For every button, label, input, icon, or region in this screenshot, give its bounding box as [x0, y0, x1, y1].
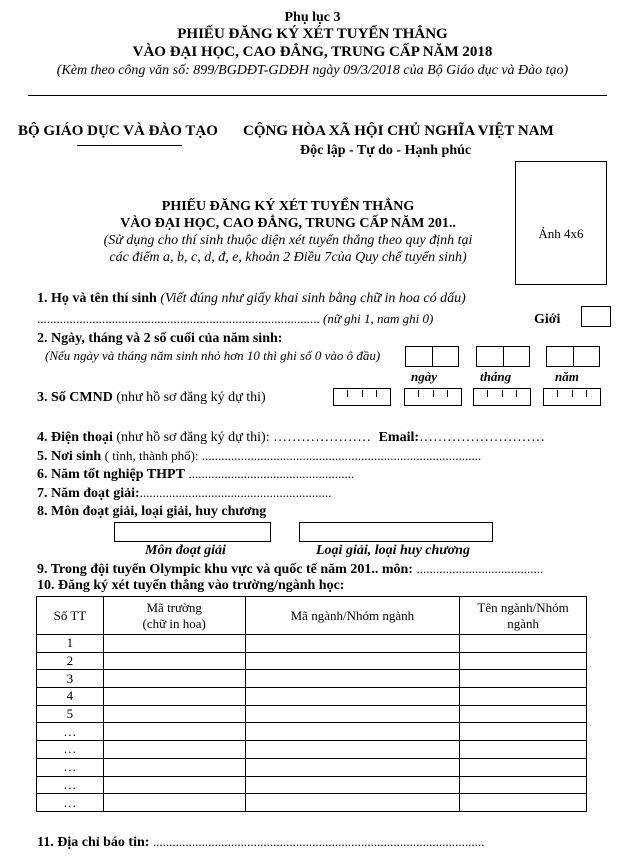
- form-note-line1: (Sử dụng cho thí sinh thuộc diện xét tuyển thẳng theo quy định tại: [103, 233, 473, 248]
- ministry-underline: [77, 145, 182, 146]
- header-school-code-line2: (chữ in hoa): [142, 615, 206, 631]
- field-graduation-label: 6. Năm tốt nghiệp THPT: [37, 467, 185, 482]
- field-birthdate-hint: (Nếu ngày và tháng năm sinh nhỏ hơn 10 thì ghi số 0 vào ô đầu): [45, 348, 381, 363]
- major-name-cell[interactable]: [460, 705, 587, 723]
- major-name-cell[interactable]: [460, 670, 587, 688]
- major-code-cell[interactable]: [245, 794, 460, 812]
- field-idcard-hint: (như hồ sơ đăng ký dự thi): [116, 390, 266, 405]
- row-number: 5: [37, 705, 104, 723]
- major-name-cell[interactable]: [460, 635, 587, 653]
- row-number: 3: [37, 670, 104, 688]
- field-fullname-hint: (Viết đúng như giấy khai sinh bằng chữ in hoa có dấu): [160, 291, 466, 306]
- major-name-cell[interactable]: [460, 758, 587, 776]
- table-row: [37, 758, 587, 776]
- school-code-cell[interactable]: [103, 776, 245, 794]
- birth-year-box[interactable]: [546, 346, 600, 367]
- field-phone-label: 4. Điện thoại: [37, 430, 113, 445]
- table-row: [37, 688, 587, 706]
- school-code-cell[interactable]: [103, 723, 245, 741]
- header-title-line2: VÀO ĐẠI HỌC, CAO ĐẲNG, TRUNG CẤP NĂM 2018: [132, 44, 493, 60]
- header-major-code: Mã ngành/Nhóm ngành: [245, 597, 460, 635]
- field-phone-hint: (như hồ sơ đăng ký dự thi): …………………: [116, 430, 372, 445]
- photo-box: [515, 161, 607, 285]
- major-name-cell[interactable]: [460, 723, 587, 741]
- school-code-cell[interactable]: [103, 741, 245, 759]
- ministry-name: BỘ GIÁO DỤC VÀ ĐÀO TẠO: [18, 123, 218, 139]
- major-name-cell[interactable]: [460, 652, 587, 670]
- republic-name: CỘNG HÒA XÃ HỘI CHỦ NGHĨA VIỆT NAM: [243, 123, 554, 139]
- birth-day-caption: ngày: [411, 369, 437, 384]
- field-olympic-dots: .......................................: [416, 561, 544, 576]
- idcard-group-2[interactable]: [404, 388, 462, 406]
- school-code-cell[interactable]: [103, 670, 245, 688]
- field-idcard-label: 3. Số CMND: [37, 390, 113, 405]
- major-code-cell[interactable]: [245, 758, 460, 776]
- award-caption: Loại giải, loại huy chương: [316, 543, 470, 558]
- award-input-box[interactable]: [299, 522, 493, 542]
- subject-caption: Môn đoạt giải: [145, 543, 226, 558]
- field-email-dots: ………………………: [419, 430, 546, 445]
- field-fullname-label-row: [37, 291, 466, 307]
- field-olympic-row[interactable]: [37, 561, 543, 578]
- major-code-cell[interactable]: [245, 723, 460, 741]
- table-header-row: [37, 597, 587, 635]
- field-olympic-label: 9. Trong đội tuyển Olympic khu vực và quốc tế năm 201.. môn:: [37, 562, 413, 577]
- major-name-cell[interactable]: [460, 776, 587, 794]
- birth-year-caption: năm: [555, 369, 579, 384]
- field-birthplace-label: 5. Nơi sinh: [37, 449, 102, 464]
- birth-day-box[interactable]: [405, 346, 459, 367]
- idcard-group-1[interactable]: [333, 388, 391, 406]
- field-award-year-row[interactable]: [37, 485, 331, 502]
- field-graduation-dots: ...................................................: [188, 466, 355, 481]
- table-row: [37, 723, 587, 741]
- table-row: [37, 776, 587, 794]
- field-address-dots: ......................................................................................................: [152, 834, 485, 849]
- photo-label: Ảnh 4x6: [538, 226, 584, 241]
- table-row: [37, 635, 587, 653]
- major-code-cell[interactable]: [245, 635, 460, 653]
- row-number: …: [37, 776, 104, 794]
- major-code-cell[interactable]: [245, 670, 460, 688]
- field-email-label: Email:: [378, 430, 420, 445]
- header-major-name-line1: Tên ngành/Nhóm: [477, 599, 569, 615]
- table-row: [37, 794, 587, 812]
- row-number: …: [37, 758, 104, 776]
- idcard-group-3[interactable]: [473, 388, 531, 406]
- field-gender-label: Giới: [534, 312, 561, 327]
- row-number: 2: [37, 652, 104, 670]
- form-note-line2: các điểm a, b, c, d, đ, e, khoản 2 Điều 7của Quy chế tuyển sinh): [109, 250, 467, 265]
- table-row: [37, 652, 587, 670]
- header-school-code-line1: Mã trường: [146, 599, 202, 615]
- major-code-cell[interactable]: [245, 776, 460, 794]
- field-award-year-label: 7. Năm đoạt giải:: [37, 486, 140, 501]
- gender-input-box[interactable]: [581, 306, 611, 327]
- row-number: 4: [37, 688, 104, 706]
- header-stt: Số TT: [37, 597, 104, 635]
- registration-table: [36, 596, 587, 812]
- field-address-row[interactable]: [37, 834, 484, 851]
- header-school-code: [103, 597, 245, 635]
- major-name-cell[interactable]: [460, 688, 587, 706]
- major-code-cell[interactable]: [245, 705, 460, 723]
- header-reference: (Kèm theo công văn số: 899/BGDĐT-GDĐH ngày 09/3/2018 của Bộ Giáo dục và Đào tạo): [56, 63, 569, 78]
- school-code-cell[interactable]: [103, 688, 245, 706]
- field-graduation-row[interactable]: [37, 466, 354, 483]
- row-number: …: [37, 723, 104, 741]
- form-title-line1: PHIẾU ĐĂNG KÝ XÉT TUYỂN THẲNG: [161, 199, 415, 214]
- school-code-cell[interactable]: [103, 794, 245, 812]
- table-row: [37, 741, 587, 759]
- header-major-name-line2: ngành: [507, 615, 539, 631]
- major-name-cell[interactable]: [460, 794, 587, 812]
- field-birthplace-hint: ( tỉnh, thành phố): ......................................................................................: [104, 448, 482, 463]
- idcard-group-4[interactable]: [543, 388, 601, 406]
- appendix-label: Phụ lục 3: [284, 10, 341, 25]
- field-award-year-dots: ...........................................................: [139, 485, 332, 500]
- field-birthdate-label: 2. Ngày, tháng và 2 số cuối của năm sinh:: [37, 331, 283, 346]
- birth-month-caption: tháng: [480, 369, 512, 384]
- subject-input-box[interactable]: [114, 522, 271, 542]
- field-registration-label: 10. Đăng ký xét tuyển thẳng vào trường/ngành học:: [37, 578, 345, 593]
- national-motto: Độc lập - Tự do - Hạnh phúc: [300, 143, 472, 158]
- table-row: [37, 670, 587, 688]
- field-phone-row[interactable]: [37, 430, 545, 446]
- row-number: …: [37, 741, 104, 759]
- field-fullname-dots: .......................................................................................: [37, 311, 320, 326]
- field-birthplace-row[interactable]: [37, 448, 481, 465]
- field-idcard-label-row: [37, 390, 266, 406]
- field-subject-award-label: 8. Môn đoạt giải, loại giải, huy chương: [37, 504, 267, 519]
- field-fullname-input[interactable]: [37, 311, 433, 327]
- header-rule: [28, 95, 607, 96]
- major-code-cell[interactable]: [245, 741, 460, 759]
- field-fullname-label: 1. Họ và tên thí sinh: [37, 291, 157, 306]
- birth-month-box[interactable]: [476, 346, 530, 367]
- school-code-cell[interactable]: [103, 635, 245, 653]
- major-name-cell[interactable]: [460, 741, 587, 759]
- school-code-cell[interactable]: [103, 758, 245, 776]
- table-row: [37, 705, 587, 723]
- school-code-cell[interactable]: [103, 705, 245, 723]
- header-title-line1: PHIẾU ĐĂNG KÝ XÉT TUYỂN THẲNG: [177, 26, 448, 42]
- field-gender-hint: (nữ ghi 1, nam ghi 0): [323, 311, 434, 326]
- school-code-cell[interactable]: [103, 652, 245, 670]
- row-number: 1: [37, 635, 104, 653]
- major-code-cell[interactable]: [245, 688, 460, 706]
- row-number: …: [37, 794, 104, 812]
- major-code-cell[interactable]: [245, 652, 460, 670]
- form-title-line2: VÀO ĐẠI HỌC, CAO ĐẲNG, TRUNG CẤP NĂM 201..: [120, 216, 456, 231]
- header-major-name: [460, 597, 587, 635]
- field-address-label: 11. Địa chỉ báo tin:: [37, 835, 150, 850]
